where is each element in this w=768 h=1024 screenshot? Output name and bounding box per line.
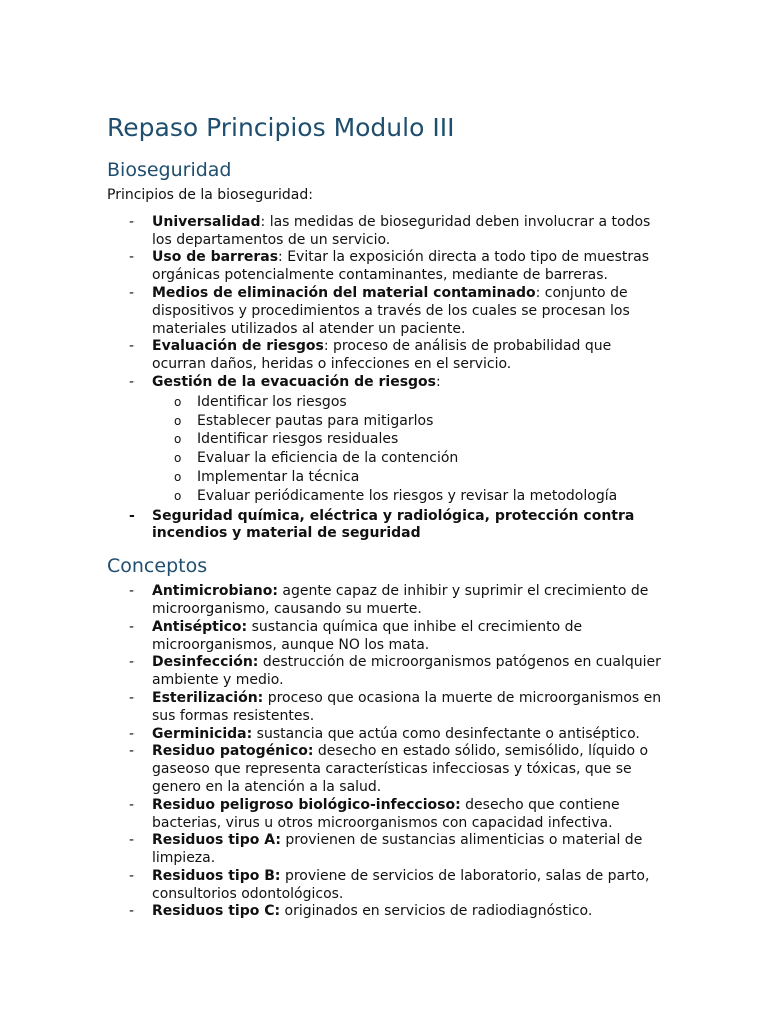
document-title: Repaso Principios Modulo III xyxy=(107,113,455,142)
item-term: Universalidad xyxy=(152,213,261,230)
list-item xyxy=(107,583,667,619)
item-text: proviene de servicios de laboratorio, salas de parto, consultorios odontológicos. xyxy=(152,867,650,902)
section-heading-conceptos: Conceptos xyxy=(107,555,208,578)
item-term: Esterilización: xyxy=(152,689,264,706)
item-text: : las medidas de bioseguridad deben involucrar a todos los departamentos de un servicio. xyxy=(152,213,651,248)
list-item xyxy=(107,797,667,833)
item-term: Antiséptico: xyxy=(152,618,248,635)
item-text: proceso que ocasiona la muerte de microorganismos en sus formas resistentes. xyxy=(152,689,662,724)
item-term: Residuo peligroso biológico-infeccioso: xyxy=(152,796,461,813)
item-text: : xyxy=(436,373,441,390)
list-item xyxy=(107,374,667,506)
item-text: desecho que contiene bacterias, virus u otros microorganismos con capacidad infectiva. xyxy=(152,796,620,831)
list-item xyxy=(107,508,667,544)
item-text: desecho en estado sólido, semisólido, líquido o gaseoso que representa características infecciosas y tóxicas, que se genero en la atención a la salud. xyxy=(152,743,649,795)
item-term: Gestión de la evacuación de riesgos xyxy=(152,373,437,390)
sub-list-item: o Implementar la técnica xyxy=(152,468,667,487)
sub-list xyxy=(152,393,667,506)
list-item xyxy=(107,619,667,655)
list-item xyxy=(107,690,667,726)
item-term: Residuos tipo B: xyxy=(152,867,281,884)
sub-list-item: o Evaluar la eficiencia de la contención xyxy=(152,449,667,468)
item-term: Desinfección: xyxy=(152,654,259,671)
item-text: : proceso de análisis de probabilidad que ocurran daños, heridas o infecciones en el servicio. xyxy=(152,338,612,373)
item-text: destrucción de microorganismos patógenos en cualquier ambiente y medio. xyxy=(152,654,661,689)
item-text: originados en servicios de radiodiagnóstico. xyxy=(280,903,593,920)
item-term: Medios de eliminación del material contaminado xyxy=(152,284,536,301)
sub-list-item: o Identificar riesgos residuales xyxy=(152,430,667,449)
item-text: agente capaz de inhibir y suprimir el crecimiento de microorganismo, causando su muerte. xyxy=(152,583,649,617)
sub-list-item: o Evaluar periódicamente los riesgos y revisar la metodología xyxy=(152,487,667,506)
sub-list-item: o Establecer pautas para mitigarlos xyxy=(152,412,667,431)
document-page xyxy=(107,112,667,921)
list-item xyxy=(107,285,667,338)
item-text: : conjunto de dispositivos y procedimientos a través de los cuales se procesan los materiales utilizados al atender un paciente. xyxy=(152,284,630,337)
list-item xyxy=(107,832,667,868)
list-item xyxy=(107,743,667,796)
item-term: Antimicrobiano: xyxy=(152,583,278,600)
section-heading-bioseguridad: Bioseguridad xyxy=(107,159,232,181)
section-intro: Principios de la bioseguridad: xyxy=(107,187,313,203)
item-text: provienen de sustancias alimenticias o material de limpieza. xyxy=(152,832,643,867)
list-item xyxy=(107,726,667,744)
concepts-list xyxy=(107,583,667,921)
item-term: Residuos tipo A: xyxy=(152,832,281,849)
list-item xyxy=(107,249,667,285)
item-text: sustancia que actúa como desinfectante o antiséptico. xyxy=(252,725,640,742)
sub-list-item: o Identificar los riesgos xyxy=(152,393,667,412)
list-item xyxy=(107,214,667,250)
item-text: sustancia química que inhibe el crecimiento de microorganismos, aunque NO los mata. xyxy=(152,618,583,653)
list-item xyxy=(107,868,667,904)
item-term: Residuo patogénico: xyxy=(152,743,314,760)
item-term: Seguridad química, eléctrica y radiológica, protección contra incendios y material de seguridad xyxy=(152,507,635,542)
item-term: Germinicida: xyxy=(152,725,253,742)
list-item xyxy=(107,338,667,374)
list-item xyxy=(107,903,667,921)
list-item xyxy=(107,654,667,690)
item-term: Uso de barreras xyxy=(152,249,279,266)
principles-list xyxy=(107,214,667,543)
item-term: Evaluación de riesgos xyxy=(152,338,324,355)
item-text: : Evitar la exposición directa a todo tipo de muestras orgánicas potencialmente contaminantes, mediante de barreras. xyxy=(152,249,649,284)
item-term: Residuos tipo C: xyxy=(152,903,281,920)
